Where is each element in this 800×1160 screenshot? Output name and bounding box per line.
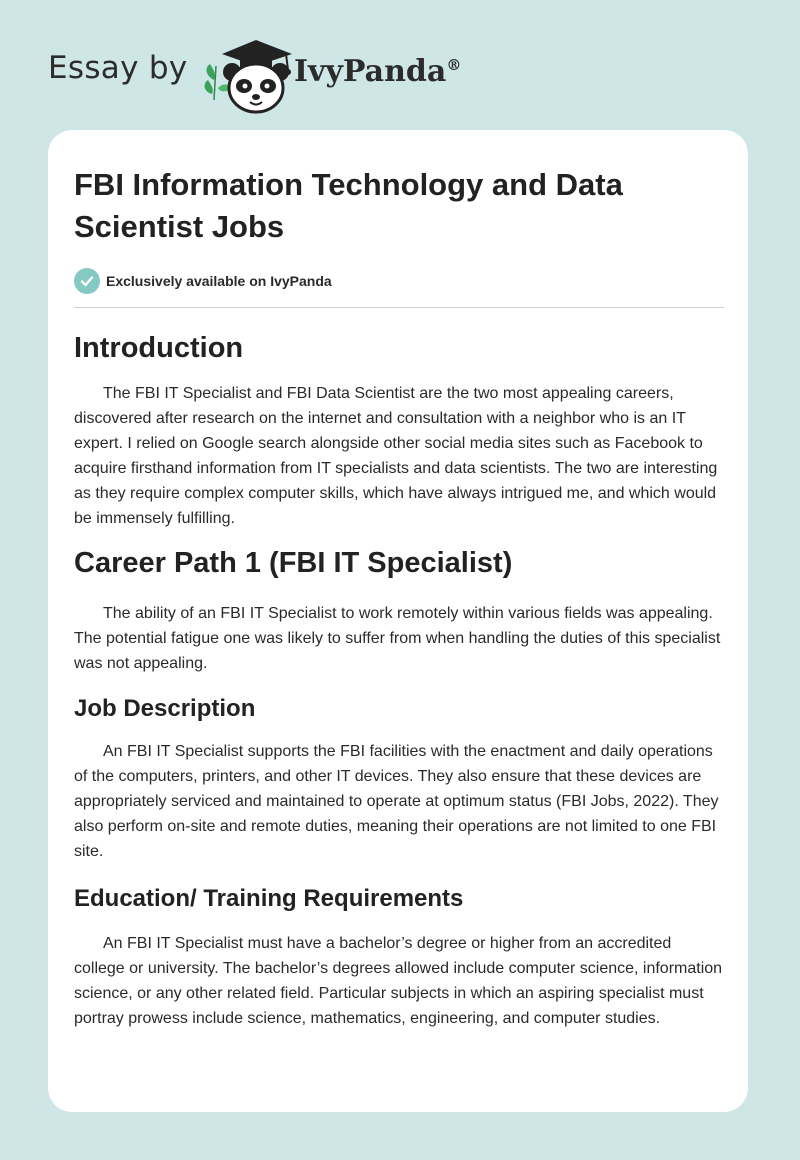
brand-name[interactable] bbox=[294, 54, 461, 89]
section-paragraph-career-path-1: The ability of an FBI IT Specialist to work remotely within various fields was appealing. The potential fatigue one was likely to suffer from when handling the duties of this specialist was not appealing. bbox=[74, 605, 721, 672]
section-heading-career-path-1: Career Path 1 (FBI IT Specialist) bbox=[74, 547, 513, 579]
ivypanda-logo[interactable] bbox=[200, 36, 296, 116]
panda-graduate-icon bbox=[200, 36, 296, 116]
section-paragraph-introduction: The FBI IT Specialist and FBI Data Scientist are the two most appealing careers, discovered after research on the internet and consultation with a neighbor who is an IT expert. I relied on Google search alongside other social media sites such as Facebook to acquire firsthand information from IT specialists and data scientists. The two are interesting as they require complex computer skills, which have always intrigued me, and which would be immensely fulfilling. bbox=[74, 385, 718, 527]
section-heading-job-description: Job Description bbox=[74, 695, 256, 722]
section-heading-education: Education/ Training Requirements bbox=[74, 885, 464, 912]
brand-text: IvyPanda bbox=[294, 54, 447, 89]
site-header bbox=[48, 30, 488, 114]
registered-mark: ® bbox=[446, 56, 462, 74]
essay-title: FBI Information Technology and Data Scientist Jobs bbox=[74, 167, 623, 244]
essay-content bbox=[74, 164, 724, 1031]
section-paragraph-education: An FBI IT Specialist must have a bachelor’s degree or higher from an accredited college or university. The bachelor’s degrees allowed include computer science, information science, or any other related field. Particular subjects in which an aspiring specialist must portray prowess include science, mathematics, engineering, and computer studies. bbox=[74, 935, 723, 1027]
section-heading-introduction: Introduction bbox=[74, 332, 244, 364]
exclusive-badge bbox=[74, 268, 724, 294]
essay-by-label: Essay by bbox=[48, 50, 188, 86]
checkmark-icon bbox=[74, 268, 100, 294]
divider bbox=[74, 307, 724, 308]
essay-card bbox=[48, 130, 748, 1112]
exclusive-label: Exclusively available on IvyPanda bbox=[106, 273, 332, 289]
section-paragraph-job-description: An FBI IT Specialist supports the FBI facilities with the enactment and daily operations of the computers, printers, and other IT devices. They also ensure that these devices are appropriately serviced and maintained to operate at optimum status (FBI Jobs, 2022). They also perform on-site and remote duties, meaning their operations are not limited to one FBI site. bbox=[74, 743, 719, 860]
